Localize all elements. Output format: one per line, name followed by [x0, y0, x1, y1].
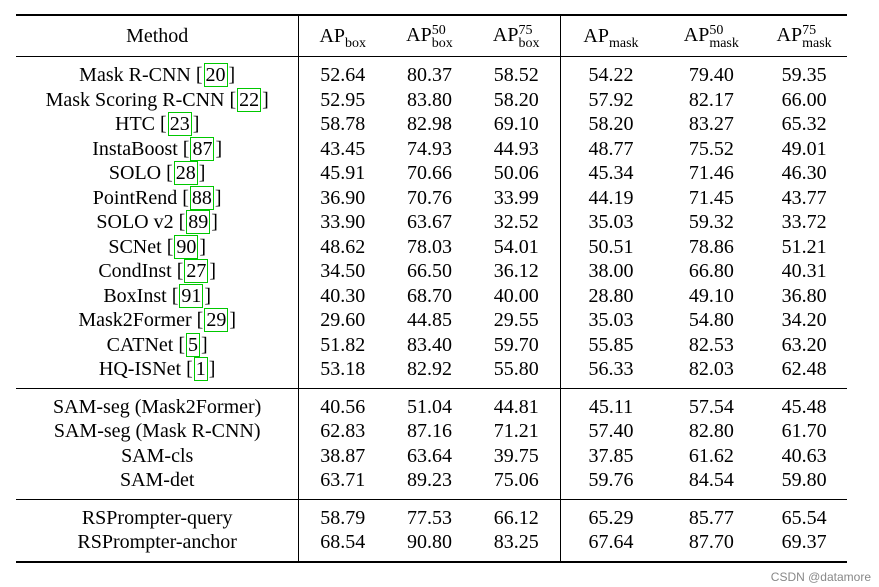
metric-cell: 59.32 [688, 211, 734, 233]
table-row [16, 333, 847, 358]
table-row [16, 357, 847, 388]
metric-cell: 54.01 [473, 235, 560, 260]
citation-link[interactable]: 29 [206, 309, 227, 331]
metric-cell: 28.80 [588, 284, 634, 307]
table-row [16, 419, 847, 444]
metric-cell: 84.54 [688, 469, 734, 491]
metric-cell: 40.00 [473, 284, 560, 309]
metric-cell: 51.21 [781, 235, 827, 258]
metric-cell: 63.20 [781, 333, 827, 356]
metric-cell: 35.03 [588, 309, 634, 331]
metric-cell: 40.31 [781, 260, 827, 282]
method-name: CondInst [98, 260, 172, 282]
method-name: SAM-det [119, 469, 195, 491]
metric-cell: 38.87 [320, 444, 366, 467]
metric-cell: 39.75 [473, 444, 560, 469]
header-ap-box-75: AP 75 box [473, 15, 560, 57]
method-cell: Mask Scoring R-CNN [ 22 ] [16, 88, 299, 113]
metric-cell: 52.95 [320, 88, 366, 111]
metric-cell: 83.25 [473, 530, 560, 562]
metric-cell: 57.40 [588, 420, 634, 442]
table-row [16, 186, 847, 211]
method-name: BoxInst [103, 284, 167, 307]
header-ap-mask-50: AP 50 mask [661, 15, 761, 57]
method-cell: SOLO [ 28 ] [16, 161, 299, 186]
header-ap-box: $AP_{box}$ [299, 15, 386, 57]
metric-cell: 63.71 [320, 469, 366, 491]
metric-cell: 56.33 [588, 358, 634, 380]
method-name: SAM-cls [121, 444, 194, 467]
metric-cell: 70.66 [406, 162, 452, 184]
metric-cell: 83.40 [406, 333, 452, 356]
metric-cell: 40.56 [299, 388, 386, 419]
citation-link[interactable]: 90 [176, 235, 197, 258]
metric-cell: 82.80 [688, 420, 734, 442]
metric-cell: 43.77 [781, 186, 827, 209]
metric-cell: 70.76 [406, 186, 452, 209]
metric-cell: 82.03 [688, 358, 734, 380]
table-row [16, 235, 847, 260]
method-cell: HTC [ 23 ] [16, 112, 299, 137]
citation-link[interactable]: 89 [188, 211, 209, 233]
metric-cell: 77.53 [386, 499, 473, 530]
metric-cell: 58.79 [299, 499, 386, 530]
metric-cell: 34.50 [320, 260, 366, 282]
method-name: Mask R-CNN [79, 64, 191, 86]
metric-cell: 69.10 [473, 112, 560, 137]
method-cell [16, 499, 299, 530]
metric-cell: 78.03 [406, 235, 452, 258]
method-name: Mask2Former [78, 309, 192, 331]
method-name: SAM-seg (Mask R-CNN) [53, 420, 261, 442]
metric-cell: 58.52 [473, 57, 560, 88]
metric-cell: 59.70 [473, 333, 560, 358]
metric-cell: 82.92 [406, 358, 452, 380]
method-cell: Mask2Former [ 29 ] [16, 308, 299, 333]
metric-cell: 71.45 [688, 186, 734, 209]
results-table [16, 14, 847, 563]
citation-link[interactable]: 23 [169, 113, 190, 135]
method-cell [16, 419, 299, 444]
table-row [16, 530, 847, 562]
metric-cell: 44.81 [473, 388, 560, 419]
metric-cell: 57.54 [661, 388, 761, 419]
metric-cell: 59.80 [781, 469, 827, 491]
method-cell: Mask R-CNN [ 20 ] [16, 57, 299, 88]
method-cell [16, 388, 299, 419]
metric-cell: 66.50 [406, 260, 452, 282]
metric-cell: 65.32 [781, 113, 827, 135]
metric-cell: 87.70 [661, 530, 761, 562]
method-name: PointRend [92, 186, 178, 209]
header-method: Method [16, 15, 299, 57]
metric-cell: 51.82 [320, 333, 366, 356]
metric-cell: 58.78 [320, 113, 366, 135]
method-cell: SOLO v2 [ 89 ] [16, 210, 299, 235]
metric-cell: 32.52 [473, 210, 560, 235]
metric-cell: 44.19 [588, 186, 634, 209]
metric-cell: 44.93 [473, 137, 560, 162]
metric-cell: 53.18 [320, 358, 366, 380]
metric-cell: 79.40 [688, 64, 734, 86]
table-body [16, 57, 847, 562]
metric-cell: 65.54 [761, 499, 847, 530]
header-ap-mask-75: AP 75 mask [761, 15, 847, 57]
metric-cell: 59.76 [588, 469, 634, 491]
method-cell: BoxInst [ 91 ] [16, 284, 299, 309]
metric-cell: 36.80 [781, 284, 827, 307]
metric-cell: 29.55 [473, 308, 560, 333]
metric-cell: 49.01 [781, 137, 827, 160]
metric-cell: 37.85 [588, 444, 634, 467]
table-header-row [16, 15, 847, 57]
table-row [16, 161, 847, 186]
metric-cell: 80.37 [406, 64, 452, 86]
method-cell: HQ-ISNet [ 1 ] [16, 357, 299, 388]
metric-cell: 48.77 [588, 137, 634, 160]
citation-link[interactable]: 88 [191, 186, 212, 209]
method-cell: SCNet [ 90 ] [16, 235, 299, 260]
method-cell: PointRend [ 88 ] [16, 186, 299, 211]
table-row [16, 88, 847, 113]
metric-cell: 33.72 [781, 211, 827, 233]
metric-cell: 69.37 [761, 530, 847, 562]
metric-cell: 82.53 [688, 333, 734, 356]
method-name: InstaBoost [92, 137, 178, 160]
table-row [16, 468, 847, 499]
metric-cell: 46.30 [781, 162, 827, 184]
metric-cell: 43.45 [320, 137, 366, 160]
metric-cell: 49.10 [688, 284, 734, 307]
citation-link[interactable]: 28 [175, 162, 196, 184]
metric-cell: 82.98 [406, 113, 452, 135]
metric-cell: 50.06 [473, 161, 560, 186]
metric-cell: 33.90 [320, 211, 366, 233]
table-row [16, 259, 847, 284]
method-name: SAM-seg (Mask2Former) [53, 395, 262, 418]
method-cell [16, 444, 299, 469]
citation-link[interactable]: 87 [192, 137, 213, 160]
citation-link[interactable]: 5 [188, 333, 199, 356]
metric-cell: 61.70 [781, 420, 827, 442]
metric-cell: 71.21 [473, 419, 560, 444]
table-row [16, 137, 847, 162]
method-name: CATNet [106, 333, 174, 356]
metric-cell: 87.16 [406, 420, 452, 442]
metric-cell: 58.20 [473, 88, 560, 113]
metric-cell: 57.92 [588, 88, 634, 111]
watermark: CSDN @datamore [770, 570, 871, 584]
metric-cell: 50.51 [588, 235, 634, 258]
metric-cell: 40.30 [320, 284, 366, 307]
table-row [16, 112, 847, 137]
metric-cell: 89.23 [406, 469, 452, 491]
citation-link[interactable]: 20 [205, 64, 226, 86]
table-row [16, 388, 847, 419]
metric-cell: 83.27 [688, 113, 734, 135]
metric-cell: 45.91 [320, 162, 366, 184]
method-name: SOLO v2 [96, 211, 174, 233]
metric-cell: 55.80 [473, 357, 560, 388]
method-cell [16, 530, 299, 562]
header-ap-mask: $AP_{mask}$ [560, 15, 661, 57]
table-row [16, 57, 847, 88]
table-row [16, 284, 847, 309]
metric-cell: 58.20 [588, 113, 634, 135]
method-name: HQ-ISNet [98, 358, 182, 380]
metric-cell: 75.52 [688, 137, 734, 160]
citation-link[interactable]: 27 [186, 260, 207, 282]
metric-cell: 63.64 [406, 444, 452, 467]
citation-link[interactable]: 91 [181, 284, 202, 307]
metric-cell: 45.34 [588, 162, 634, 184]
metric-cell: 74.93 [406, 137, 452, 160]
metric-cell: 62.48 [781, 358, 827, 380]
method-cell [16, 468, 299, 499]
metric-cell: 59.35 [781, 64, 827, 86]
metric-cell: 35.03 [588, 211, 634, 233]
metric-cell: 63.67 [406, 211, 452, 233]
metric-cell: 75.06 [473, 468, 560, 499]
metric-cell: 54.80 [688, 309, 734, 331]
citation-link[interactable]: 22 [239, 88, 260, 111]
metric-cell: 82.17 [688, 88, 734, 111]
citation-link[interactable]: 1 [195, 358, 206, 380]
metric-cell: 54.22 [588, 64, 634, 86]
method-cell: CondInst [ 27 ] [16, 259, 299, 284]
metric-cell: 62.83 [320, 420, 366, 442]
metric-cell: 66.80 [688, 260, 734, 282]
metric-cell: 66.00 [781, 88, 827, 111]
metric-cell: 38.00 [588, 260, 634, 282]
header-ap-box-50: AP 50 box [386, 15, 473, 57]
metric-cell: 68.70 [406, 284, 452, 307]
metric-cell: 90.80 [386, 530, 473, 562]
metric-cell: 66.12 [473, 499, 560, 530]
metric-cell: 33.99 [473, 186, 560, 211]
table-row [16, 210, 847, 235]
metric-cell: 48.62 [320, 235, 366, 258]
metric-cell: 36.12 [473, 259, 560, 284]
method-cell: InstaBoost [ 87 ] [16, 137, 299, 162]
metric-cell: 78.86 [688, 235, 734, 258]
metric-cell: 45.11 [560, 388, 661, 419]
table-row [16, 308, 847, 333]
metric-cell: 36.90 [320, 186, 366, 209]
metric-cell: 65.29 [560, 499, 661, 530]
table-row [16, 444, 847, 469]
metric-cell: 44.85 [406, 309, 452, 331]
metric-cell: 34.20 [781, 309, 827, 331]
metric-cell: 61.62 [688, 444, 734, 467]
method-name: Mask Scoring R-CNN [45, 88, 225, 111]
metric-cell: 68.54 [299, 530, 386, 562]
metric-cell: 55.85 [588, 333, 634, 356]
method-name: RSPrompter-query [81, 506, 233, 529]
method-name: HTC [115, 113, 156, 135]
metric-cell: 71.46 [688, 162, 734, 184]
metric-cell: 45.48 [761, 388, 847, 419]
metric-cell: 51.04 [386, 388, 473, 419]
metric-cell: 29.60 [320, 309, 366, 331]
method-name: SCNet [108, 235, 162, 258]
metric-cell: 67.64 [560, 530, 661, 562]
metric-cell: 52.64 [320, 64, 366, 86]
method-name: RSPrompter-anchor [77, 531, 237, 553]
metric-cell: 85.77 [661, 499, 761, 530]
table-row [16, 499, 847, 530]
metric-cell: 83.80 [406, 88, 452, 111]
metric-cell: 40.63 [781, 444, 827, 467]
method-name: SOLO [108, 162, 162, 184]
method-cell: CATNet [ 5 ] [16, 333, 299, 358]
